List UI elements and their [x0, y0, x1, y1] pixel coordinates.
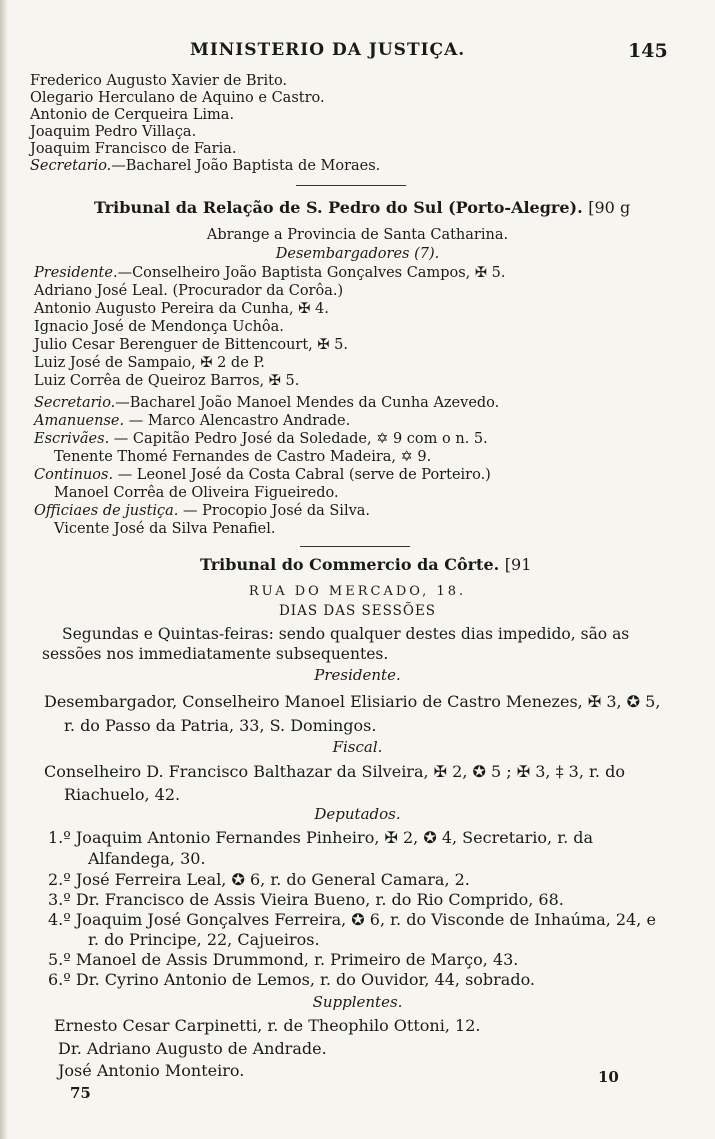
heading-ref: [91 [504, 555, 532, 574]
list-item [48, 950, 518, 970]
item-text: José Ferreira Leal, ✪ 6, r. do General Camara, 2. [75, 870, 470, 889]
heading-text: Tribunal do Commercio da Côrte. [200, 555, 500, 574]
list-item: Julio Cesar Berenguer de Bittencourt, ✠ 5. [34, 337, 348, 353]
signature-mark: 75 [70, 1084, 91, 1102]
item-number: 2.º [48, 870, 71, 889]
fiscal-line-2: Riachuelo, 42. [64, 785, 181, 804]
dias-line-1: Segundas e Quintas-feiras: sendo qualquer destes dias impedido, são as [62, 625, 630, 643]
secretario-label: Secretario. [34, 395, 116, 411]
heading-text: Tribunal da Relação de S. Pedro do Sul (Porto-Alegre). [94, 198, 583, 217]
presidente-line [34, 265, 505, 282]
section-heading-commercio [200, 555, 531, 575]
list-item-cont: Alfandega, 30. [88, 849, 206, 868]
presidente-label: Presidente. [34, 265, 118, 281]
heading-ref: [90 g [588, 198, 631, 217]
dias-line-2: sessões nos immediatamente subsequentes. [42, 645, 389, 663]
list-item: Luiz José de Sampaio, ✠ 2 de P. [34, 355, 265, 371]
item-text: Manoel de Assis Drummond, r. Primeiro de Março, 43. [75, 950, 519, 969]
dias-heading: DIAS DAS SESSÕES [278, 603, 437, 619]
list-item: José Antonio Monteiro. [58, 1061, 245, 1080]
desembargadores-heading: Desembargadores (7). [275, 246, 440, 262]
secretario-text: —Bacharel João Baptista de Moraes. [111, 158, 381, 174]
officiaes-label: Officiaes de justiça. [34, 503, 179, 519]
page-edge-shadow [0, 0, 8, 1139]
list-item [48, 870, 470, 890]
escrivaes-text: — Capitão Pedro José da Soledade, ✡ 9 com o n. 5. [109, 431, 488, 447]
item-number: 4.º [48, 910, 71, 929]
list-item: Adriano José Leal. (Procurador da Corôa.) [34, 283, 344, 299]
list-item [48, 910, 656, 930]
continuos-label: Continuos. [34, 467, 114, 483]
page-marker: 10 [598, 1068, 619, 1086]
list-item: Dr. Adriano Augusto de Andrade. [58, 1039, 327, 1058]
list-item: Olegario Herculano de Aquino e Castro. [30, 90, 325, 106]
list-item: Joaquim Pedro Villaça. [30, 124, 197, 140]
officiaes-line-2: Vicente José da Silva Penafiel. [54, 521, 276, 537]
list-item: Joaquim Francisco de Faria. [30, 141, 237, 157]
fiscal-heading: Fiscal. [332, 738, 383, 756]
secretario-line [34, 395, 499, 412]
subheading: Abrange a Provincia de Santa Catharina. [206, 227, 509, 243]
continuos-text: — Leonel José da Costa Cabral (serve de Porteiro.) [113, 467, 491, 483]
escrivaes-line [34, 431, 488, 448]
list-item: Antonio de Cerqueira Lima. [30, 107, 235, 123]
item-number: 6.º [48, 970, 71, 989]
page-header-title: MINISTERIO DA JUSTIÇA. [190, 40, 466, 60]
secretario-line [30, 158, 380, 175]
continuos-line-2: Manoel Corrêa de Oliveira Figueiredo. [54, 485, 339, 501]
divider [300, 546, 410, 547]
presidente-line-1: Desembargador, Conselheiro Manoel Elisiario de Castro Menezes, ✠ 3, ✪ 5, [44, 692, 661, 711]
amanuense-label: Amanuense. [34, 413, 125, 429]
section-heading-relacao [94, 198, 630, 218]
list-item [48, 828, 593, 848]
item-text: Joaquim José Gonçalves Ferreira, ✪ 6, r. do Visconde de Inhaúma, 24, e [75, 910, 656, 929]
list-item: Luiz Corrêa de Queiroz Barros, ✠ 5. [34, 373, 300, 389]
officiaes-text: — Procopio José da Silva. [178, 503, 371, 519]
page-number: 145 [628, 40, 668, 62]
secretario-label: Secretario. [30, 158, 112, 174]
item-number: 1.º [48, 828, 71, 847]
list-item [48, 970, 535, 990]
item-number: 5.º [48, 950, 71, 969]
list-item: Ernesto Cesar Carpinetti, r. de Theophilo Ottoni, 12. [54, 1016, 481, 1035]
divider [296, 185, 406, 186]
deputados-heading: Deputados. [314, 805, 401, 823]
list-item [48, 890, 564, 910]
escrivaes-line-2: Tenente Thomé Fernandes de Castro Madeira, ✡ 9. [54, 449, 432, 465]
item-text: Joaquim Antonio Fernandes Pinheiro, ✠ 2, ✪ 4, Secretario, r. da [75, 828, 594, 847]
list-item: Ignacio José de Mendonça Uchôa. [34, 319, 284, 335]
item-number: 3.º [48, 890, 71, 909]
item-text: Dr. Cyrino Antonio de Lemos, r. do Ouvidor, 44, sobrado. [75, 970, 536, 989]
presidente-heading: Presidente. [314, 666, 401, 684]
list-item: Antonio Augusto Pereira da Cunha, ✠ 4. [34, 301, 329, 317]
list-item-cont: r. do Principe, 22, Cajueiros. [88, 930, 320, 949]
item-text: Dr. Francisco de Assis Vieira Bueno, r. do Rio Comprido, 68. [75, 890, 564, 909]
address: RUA DO MERCADO, 18. [248, 584, 467, 599]
presidente-line-2: r. do Passo da Patria, 33, S. Domingos. [64, 716, 377, 735]
continuos-line [34, 467, 491, 484]
escrivaes-label: Escrivães. [34, 431, 110, 447]
amanuense-line [34, 413, 350, 430]
presidente-text: —Conselheiro João Baptista Gonçalves Campos, ✠ 5. [117, 265, 506, 281]
secretario-text: —Bacharel João Manoel Mendes da Cunha Azevedo. [115, 395, 500, 411]
officiaes-line [34, 503, 370, 520]
supplentes-heading: Supplentes. [312, 993, 403, 1011]
amanuense-text: — Marco Alencastro Andrade. [124, 413, 351, 429]
fiscal-line-1: Conselheiro D. Francisco Balthazar da Silveira, ✠ 2, ✪ 5 ; ✠ 3, ‡ 3, r. do [44, 762, 625, 781]
list-item: Frederico Augusto Xavier de Brito. [30, 73, 288, 89]
